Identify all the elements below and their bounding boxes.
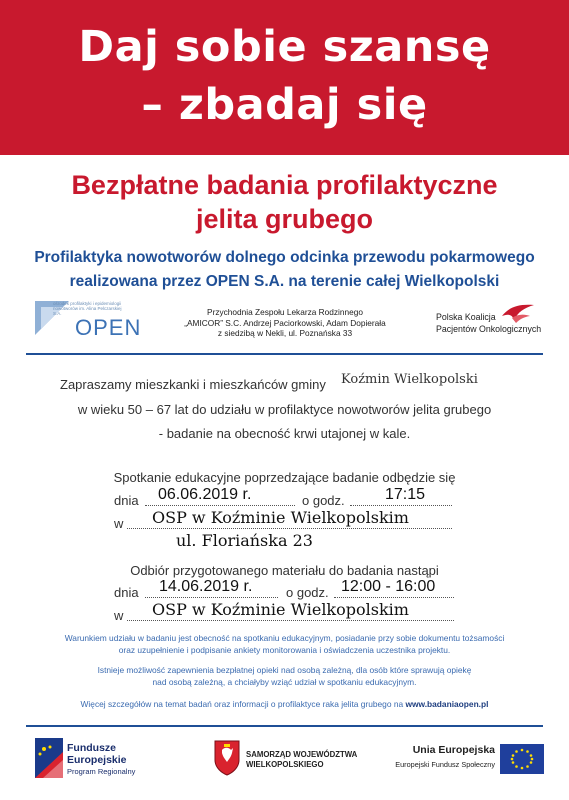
meeting-street: ul. Floriańska 23: [176, 531, 313, 550]
subtitle-line2: jelita grubego: [195, 204, 374, 234]
invitation-prefix: Zapraszamy mieszkanki i mieszkańców gminy: [60, 377, 326, 392]
samorzad-line1: SAMORZĄD WOJEWÓDZTWA: [246, 750, 358, 759]
eu-logo: [384, 744, 544, 780]
meeting-time-dots: [350, 505, 452, 506]
pickup-heading: Odbiór przygotowanego materiału do badania nastąpi: [130, 563, 439, 578]
meeting-place: OSP w Koźminie Wielkopolskim: [152, 508, 409, 527]
clinic-address-line1: Przychodnia Zespołu Lekarza Rodzinnego: [207, 307, 363, 317]
pickup-place-dots: [127, 620, 454, 621]
invitation-line2: w wieku 50 – 67 lat do udziału w profilaktyce nowotworów jelita grubego: [77, 402, 492, 417]
pickup-date-dots: [145, 597, 278, 598]
pkpo-logo: [430, 302, 550, 342]
bird-icon: [500, 302, 536, 324]
pickup-time-label: o godz.: [286, 585, 329, 600]
clinic-address-line3: z siedzibą w Nekli, ul. Poznańska 33: [217, 328, 353, 338]
clinic-address-line2: „AMICOR” S.C. Andrzej Paciorkowski, Adam Dopierała: [184, 317, 386, 328]
note-more-info-text: Więcej szczegółów na temat badań oraz informacji o profilaktyce raka jelita grubego na: [80, 699, 404, 709]
note-care: [30, 664, 539, 688]
header-banner: [0, 0, 569, 155]
meeting-time: 17:15: [385, 486, 426, 503]
program-line1: Profilaktyka nowotworów dolnego odcinka przewodu pokarmowego: [34, 249, 535, 266]
open-logo-word: OPEN: [75, 315, 142, 340]
divider-bottom: [26, 725, 543, 727]
meeting-date: 06.06.2019 r.: [158, 486, 252, 503]
eu-title: Unia Europejska: [412, 744, 495, 756]
samorzad-line2: WIELKOPOLSKIEGO: [246, 759, 324, 769]
subtitle-line1: Bezpłatne badania profilaktyczne: [71, 170, 498, 200]
note-participation-line1: Warunkiem udziału w badaniu jest obecność na spotkaniu edukacyjnym, posiadanie przy sobie dokumentu tożsamości: [64, 633, 505, 643]
fundusze-europejskie-logo: [35, 738, 155, 782]
meeting-time-label: o godz.: [302, 493, 345, 508]
invitation-line3: - badanie na obecność krwi utajonej w kale.: [158, 426, 411, 441]
website-link[interactable]: www.badaniaopen.pl: [405, 699, 489, 709]
fe-title: [67, 742, 127, 766]
meeting-place-label: w: [114, 516, 124, 531]
pkpo-line2: Pacjentów Onkologicznych: [436, 324, 542, 334]
eu-fund: Europejski Fundusz Społeczny: [395, 760, 495, 769]
clinic-address: [170, 307, 400, 339]
pickup-date: 14.06.2019 r.: [159, 578, 253, 595]
pickup-time: 12:00 - 16:00: [341, 578, 436, 595]
fe-title-line1: Fundusze: [67, 742, 116, 754]
banner-title-line1: Daj sobie szansę: [78, 22, 491, 72]
banner-title-line2: – zbadaj się: [141, 80, 428, 130]
open-logo-tiny-text: ośrodek profilaktyki i epidemiologii nowotworów im. Alina Pelczarskiej S.A.: [53, 301, 122, 316]
divider-top: [26, 353, 543, 355]
pickup-time-dots: [334, 597, 454, 598]
note-care-line2: nad osobą zależną, a chciałyby wziąć udział w spotkaniu edukacyjnym.: [152, 677, 417, 687]
note-participation: [30, 632, 539, 656]
meeting-date-dots: [145, 505, 295, 506]
note-participation-line2: oraz uzupełnienie i podpisanie ankiety monitorowania i oświadczenia uczestnika projektu.: [118, 645, 451, 655]
pickup-place: OSP w Koźminie Wielkopolskim: [152, 600, 409, 619]
program-line2: realizowana przez OPEN S.A. na terenie całej Wielkopolski: [69, 273, 500, 290]
pickup-place-label: w: [114, 608, 124, 623]
meeting-date-label: dnia: [114, 493, 139, 508]
invitation-gmina: Koźmin Wielkopolski: [341, 372, 478, 387]
samorzad-logo: [214, 738, 364, 782]
note-more-info: [30, 698, 539, 710]
fe-mark-icon: [35, 738, 63, 778]
samorzad-text: [246, 750, 357, 769]
note-care-line1: Istnieje możliwość zapewnienia bezpłatnej opieki nad osobą zależną, dla osób które sprawują opiekę: [97, 665, 472, 675]
fe-title-line2: Europejskie: [67, 754, 127, 766]
pickup-date-label: dnia: [114, 585, 139, 600]
meeting-place-dots: [127, 528, 452, 529]
meeting-heading: Spotkanie edukacyjne poprzedzające badanie odbędzie się: [113, 470, 456, 485]
pkpo-line1: Polska Koalicja: [436, 312, 496, 322]
coat-of-arms-icon: [214, 740, 240, 776]
fe-program: Program Regionalny: [67, 767, 136, 776]
eu-flag-icon: [500, 744, 544, 774]
open-logo: [33, 299, 143, 339]
